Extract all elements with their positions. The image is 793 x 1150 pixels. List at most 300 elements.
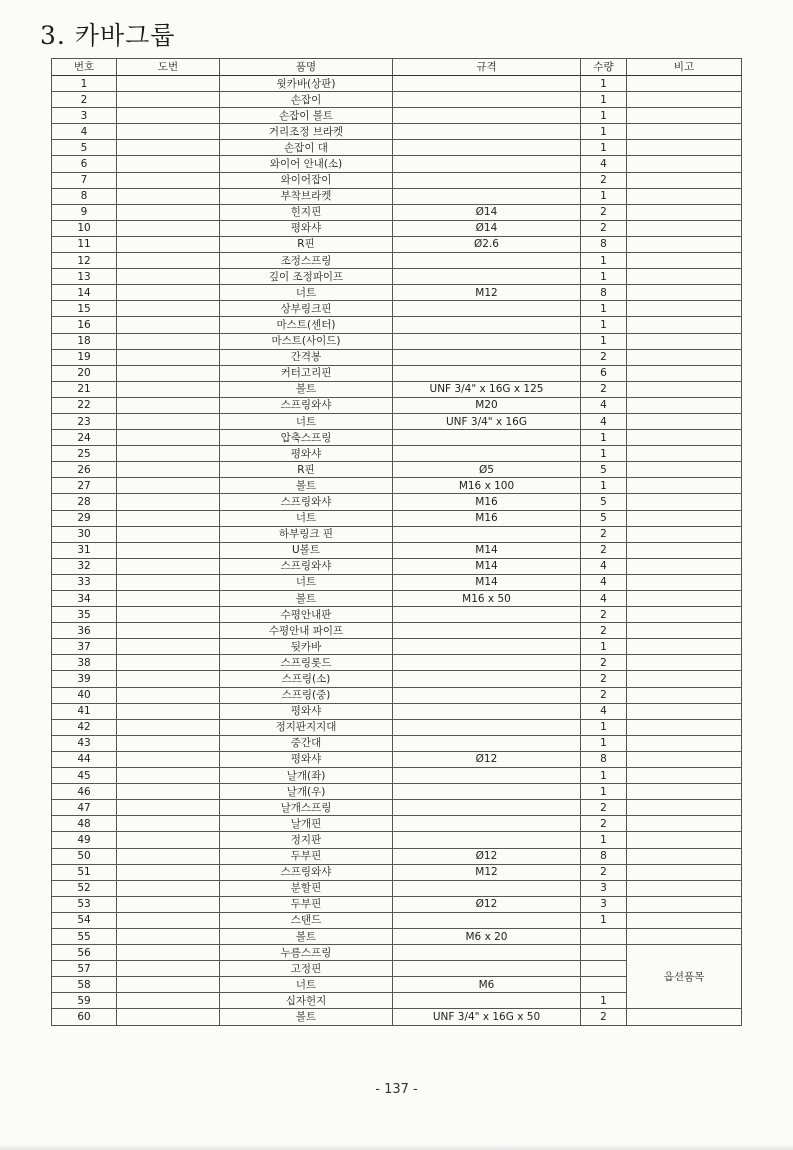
cell-note <box>627 381 742 397</box>
cell-spec <box>393 880 581 896</box>
cell-note <box>627 108 742 124</box>
cell-qty: 8 <box>581 848 627 864</box>
cell-drawing <box>117 301 220 317</box>
cell-drawing <box>117 607 220 623</box>
cell-no: 7 <box>52 172 117 188</box>
cell-note <box>627 92 742 108</box>
cell-spec <box>393 124 581 140</box>
cell-qty: 2 <box>581 800 627 816</box>
cell-name: 커터고리핀 <box>220 365 393 381</box>
cell-name: 하부링크 핀 <box>220 526 393 542</box>
cell-drawing <box>117 188 220 204</box>
cell-no: 5 <box>52 140 117 156</box>
cell-note <box>627 639 742 655</box>
table-row <box>52 478 742 494</box>
cell-spec <box>393 671 581 687</box>
cell-no: 38 <box>52 655 117 671</box>
cell-name: 수평안내판 <box>220 607 393 623</box>
cell-no: 36 <box>52 623 117 639</box>
cell-note <box>627 880 742 896</box>
cell-drawing <box>117 397 220 413</box>
cell-spec: M12 <box>393 864 581 880</box>
cell-name: 볼트 <box>220 928 393 944</box>
cell-drawing <box>117 333 220 349</box>
table-row <box>52 253 742 269</box>
cell-qty: 2 <box>581 687 627 703</box>
table-row <box>52 236 742 252</box>
cell-qty: 1 <box>581 719 627 735</box>
cell-qty: 2 <box>581 607 627 623</box>
cell-drawing <box>117 639 220 655</box>
cell-drawing <box>117 317 220 333</box>
cell-no: 43 <box>52 735 117 751</box>
cell-note <box>627 301 742 317</box>
cell-note <box>627 156 742 172</box>
table-row <box>52 204 742 220</box>
cell-name: 수평안내 파이프 <box>220 623 393 639</box>
cell-note <box>627 896 742 912</box>
cell-note <box>627 462 742 478</box>
cell-spec: Ø14 <box>393 220 581 236</box>
cell-note <box>627 542 742 558</box>
cell-spec: Ø14 <box>393 204 581 220</box>
cell-name: U볼트 <box>220 542 393 558</box>
cell-no: 53 <box>52 896 117 912</box>
cell-no: 14 <box>52 285 117 301</box>
table-row <box>52 558 742 574</box>
cell-name: 평와샤 <box>220 703 393 719</box>
cell-spec: M6 x 20 <box>393 928 581 944</box>
cell-no: 51 <box>52 864 117 880</box>
cell-name: 너트 <box>220 574 393 590</box>
cell-qty: 1 <box>581 333 627 349</box>
cell-qty: 4 <box>581 574 627 590</box>
cell-name: 와이어 안내(소) <box>220 156 393 172</box>
cell-qty: 2 <box>581 542 627 558</box>
table-row <box>52 945 742 961</box>
cell-name: 뒷카바 <box>220 639 393 655</box>
table-row <box>52 333 742 349</box>
cell-name: 스탠드 <box>220 912 393 928</box>
cell-note <box>627 333 742 349</box>
cell-no: 56 <box>52 945 117 961</box>
table-row <box>52 623 742 639</box>
table-row <box>52 751 742 767</box>
cell-note <box>627 349 742 365</box>
cell-note <box>627 928 742 944</box>
table-row <box>52 381 742 397</box>
cell-spec: UNF 3/4" x 16G x 50 <box>393 1009 581 1025</box>
cell-drawing <box>117 446 220 462</box>
cell-no: 39 <box>52 671 117 687</box>
cell-name: 날개스프링 <box>220 800 393 816</box>
table-row <box>52 156 742 172</box>
cell-name: 거리조정 브라켓 <box>220 124 393 140</box>
cell-drawing <box>117 928 220 944</box>
cell-spec: M6 <box>393 977 581 993</box>
table-row <box>52 397 742 413</box>
cell-qty: 1 <box>581 317 627 333</box>
table-row <box>52 880 742 896</box>
cell-spec <box>393 188 581 204</box>
cell-name: 날개핀 <box>220 816 393 832</box>
cell-spec <box>393 768 581 784</box>
table-row <box>52 784 742 800</box>
cell-drawing <box>117 236 220 252</box>
cell-no: 55 <box>52 928 117 944</box>
cell-no: 18 <box>52 333 117 349</box>
cell-qty: 1 <box>581 188 627 204</box>
cell-no: 19 <box>52 349 117 365</box>
cell-drawing <box>117 494 220 510</box>
cell-no: 28 <box>52 494 117 510</box>
cell-no: 34 <box>52 591 117 607</box>
cell-drawing <box>117 124 220 140</box>
table-row <box>52 864 742 880</box>
cell-no: 45 <box>52 768 117 784</box>
cell-drawing <box>117 558 220 574</box>
table-row <box>52 413 742 429</box>
scan-edge <box>0 1144 793 1150</box>
cell-name: 스프링와샤 <box>220 397 393 413</box>
cell-note <box>627 687 742 703</box>
cell-spec <box>393 687 581 703</box>
table-row <box>52 1009 742 1025</box>
cell-name: 평와샤 <box>220 220 393 236</box>
cell-drawing <box>117 365 220 381</box>
cell-no: 11 <box>52 236 117 252</box>
cell-name: 손잡이 대 <box>220 140 393 156</box>
cell-no: 21 <box>52 381 117 397</box>
cell-note <box>627 413 742 429</box>
cell-qty: 1 <box>581 446 627 462</box>
cell-note <box>627 751 742 767</box>
cell-name: 스프링와샤 <box>220 864 393 880</box>
cell-note <box>627 800 742 816</box>
cell-spec <box>393 140 581 156</box>
cell-spec: M14 <box>393 558 581 574</box>
cell-no: 20 <box>52 365 117 381</box>
cell-spec <box>393 333 581 349</box>
cell-note <box>627 76 742 92</box>
cell-drawing <box>117 92 220 108</box>
cell-drawing <box>117 140 220 156</box>
cell-no: 50 <box>52 848 117 864</box>
table-row <box>52 446 742 462</box>
cell-qty: 2 <box>581 816 627 832</box>
cell-qty: 8 <box>581 236 627 252</box>
table-row <box>52 816 742 832</box>
table-row <box>52 462 742 478</box>
cell-no: 22 <box>52 397 117 413</box>
cell-no: 12 <box>52 253 117 269</box>
cell-no: 37 <box>52 639 117 655</box>
cell-name: 십자헌지 <box>220 993 393 1009</box>
cell-no: 27 <box>52 478 117 494</box>
table-row <box>52 301 742 317</box>
cell-no: 46 <box>52 784 117 800</box>
cell-no: 1 <box>52 76 117 92</box>
cell-name: 날개(우) <box>220 784 393 800</box>
cell-note <box>627 607 742 623</box>
cell-no: 49 <box>52 832 117 848</box>
cell-drawing <box>117 703 220 719</box>
cell-no: 58 <box>52 977 117 993</box>
cell-qty: 2 <box>581 623 627 639</box>
cell-note <box>627 848 742 864</box>
cell-no: 35 <box>52 607 117 623</box>
cell-qty: 1 <box>581 124 627 140</box>
cell-spec: UNF 3/4" x 16G x 125 <box>393 381 581 397</box>
table-row <box>52 172 742 188</box>
cell-name: 스프링(중) <box>220 687 393 703</box>
cell-spec <box>393 832 581 848</box>
cell-spec <box>393 993 581 1009</box>
cell-note <box>627 912 742 928</box>
table-row <box>52 349 742 365</box>
cell-no: 4 <box>52 124 117 140</box>
cell-spec <box>393 92 581 108</box>
table-row <box>52 687 742 703</box>
cell-qty: 2 <box>581 349 627 365</box>
cell-spec <box>393 108 581 124</box>
cell-name: 마스트(사이드) <box>220 333 393 349</box>
cell-drawing <box>117 574 220 590</box>
cell-spec <box>393 800 581 816</box>
cell-no: 26 <box>52 462 117 478</box>
cell-spec: M20 <box>393 397 581 413</box>
table-row <box>52 574 742 590</box>
cell-drawing <box>117 430 220 446</box>
table-row <box>52 671 742 687</box>
cell-drawing <box>117 768 220 784</box>
cell-note <box>627 671 742 687</box>
cell-note <box>627 719 742 735</box>
cell-drawing <box>117 381 220 397</box>
cell-spec <box>393 526 581 542</box>
cell-name: R핀 <box>220 462 393 478</box>
table-row <box>52 542 742 558</box>
column-header-name: 품명 <box>220 59 393 76</box>
cell-qty: 4 <box>581 413 627 429</box>
cell-note <box>627 188 742 204</box>
cell-spec <box>393 253 581 269</box>
cell-note <box>627 430 742 446</box>
cell-name: 너트 <box>220 285 393 301</box>
cell-qty: 1 <box>581 140 627 156</box>
cell-note <box>627 655 742 671</box>
cell-spec <box>393 172 581 188</box>
cell-spec: UNF 3/4" x 16G <box>393 413 581 429</box>
cell-name: 볼트 <box>220 478 393 494</box>
table-row <box>52 832 742 848</box>
cell-note <box>627 446 742 462</box>
cell-name: 평와샤 <box>220 751 393 767</box>
cell-spec <box>393 655 581 671</box>
cell-qty: 5 <box>581 494 627 510</box>
table-row <box>52 140 742 156</box>
cell-qty: 1 <box>581 253 627 269</box>
cell-spec <box>393 430 581 446</box>
cell-spec <box>393 719 581 735</box>
cell-no: 60 <box>52 1009 117 1025</box>
table-row <box>52 317 742 333</box>
cell-spec <box>393 945 581 961</box>
cell-note <box>627 1009 742 1025</box>
cell-no: 57 <box>52 961 117 977</box>
table-row <box>52 912 742 928</box>
parts-table <box>51 58 742 1026</box>
cell-spec <box>393 735 581 751</box>
cell-qty: 2 <box>581 381 627 397</box>
cell-note <box>627 623 742 639</box>
cell-qty: 2 <box>581 671 627 687</box>
cell-drawing <box>117 172 220 188</box>
cell-spec <box>393 912 581 928</box>
cell-qty: 1 <box>581 912 627 928</box>
table-row <box>52 735 742 751</box>
cell-qty: 1 <box>581 993 627 1009</box>
cell-qty: 3 <box>581 880 627 896</box>
cell-name: 평와샤 <box>220 446 393 462</box>
cell-note <box>627 204 742 220</box>
cell-qty: 8 <box>581 751 627 767</box>
cell-drawing <box>117 687 220 703</box>
cell-name: 손잡이 <box>220 92 393 108</box>
cell-name: 볼트 <box>220 381 393 397</box>
cell-note <box>627 703 742 719</box>
cell-spec <box>393 961 581 977</box>
cell-spec <box>393 446 581 462</box>
cell-no: 47 <box>52 800 117 816</box>
table-row <box>52 124 742 140</box>
cell-qty: 2 <box>581 220 627 236</box>
cell-name: 두부핀 <box>220 848 393 864</box>
cell-name: 볼트 <box>220 591 393 607</box>
cell-drawing <box>117 108 220 124</box>
table-row <box>52 526 742 542</box>
cell-spec: M12 <box>393 285 581 301</box>
cell-drawing <box>117 961 220 977</box>
cell-qty: 1 <box>581 784 627 800</box>
cell-name: 너트 <box>220 413 393 429</box>
cell-qty: 2 <box>581 172 627 188</box>
cell-name: 누름스프링 <box>220 945 393 961</box>
cell-no: 33 <box>52 574 117 590</box>
cell-qty: 4 <box>581 156 627 172</box>
cell-note <box>627 574 742 590</box>
cell-drawing <box>117 912 220 928</box>
cell-name: 스프링와샤 <box>220 558 393 574</box>
cell-drawing <box>117 542 220 558</box>
cell-qty: 5 <box>581 510 627 526</box>
cell-drawing <box>117 510 220 526</box>
table-row <box>52 607 742 623</box>
cell-drawing <box>117 269 220 285</box>
cell-note <box>627 172 742 188</box>
cell-qty: 1 <box>581 76 627 92</box>
cell-name: 중간대 <box>220 735 393 751</box>
cell-qty: 2 <box>581 655 627 671</box>
cell-note <box>627 784 742 800</box>
cell-spec <box>393 607 581 623</box>
cell-name: 조정스프링 <box>220 253 393 269</box>
cell-qty: 4 <box>581 703 627 719</box>
cell-qty: 4 <box>581 591 627 607</box>
cell-name: 스프링(소) <box>220 671 393 687</box>
cell-name: 상부링크핀 <box>220 301 393 317</box>
cell-spec: Ø12 <box>393 848 581 864</box>
cell-drawing <box>117 1009 220 1025</box>
cell-note <box>627 864 742 880</box>
cell-no: 13 <box>52 269 117 285</box>
cell-no: 44 <box>52 751 117 767</box>
cell-note <box>627 365 742 381</box>
cell-no: 25 <box>52 446 117 462</box>
cell-qty: 1 <box>581 639 627 655</box>
table-row <box>52 220 742 236</box>
cell-qty: 1 <box>581 430 627 446</box>
cell-note <box>627 735 742 751</box>
table-row <box>52 639 742 655</box>
table-row <box>52 719 742 735</box>
cell-note <box>627 397 742 413</box>
column-header-no: 번호 <box>52 59 117 76</box>
cell-qty: 1 <box>581 735 627 751</box>
cell-drawing <box>117 253 220 269</box>
cell-spec <box>393 156 581 172</box>
table-row <box>52 108 742 124</box>
cell-note <box>627 816 742 832</box>
cell-name: 힌지핀 <box>220 204 393 220</box>
cell-drawing <box>117 993 220 1009</box>
cell-no: 52 <box>52 880 117 896</box>
cell-spec: M16 x 50 <box>393 591 581 607</box>
cell-drawing <box>117 220 220 236</box>
table-row <box>52 92 742 108</box>
cell-spec: Ø12 <box>393 896 581 912</box>
cell-no: 41 <box>52 703 117 719</box>
cell-no: 23 <box>52 413 117 429</box>
cell-qty: 1 <box>581 832 627 848</box>
cell-no: 30 <box>52 526 117 542</box>
cell-no: 3 <box>52 108 117 124</box>
cell-note <box>627 253 742 269</box>
cell-name: 스프링와샤 <box>220 494 393 510</box>
cell-no: 31 <box>52 542 117 558</box>
cell-no: 40 <box>52 687 117 703</box>
cell-name: 와이어잡이 <box>220 172 393 188</box>
cell-spec <box>393 76 581 92</box>
cell-drawing <box>117 478 220 494</box>
cell-qty: 1 <box>581 108 627 124</box>
table-row <box>52 591 742 607</box>
table-row <box>52 365 742 381</box>
cell-qty: 6 <box>581 365 627 381</box>
cell-spec: M14 <box>393 574 581 590</box>
cell-qty: 4 <box>581 397 627 413</box>
cell-qty: 1 <box>581 768 627 784</box>
cell-note <box>627 140 742 156</box>
cell-qty: 2 <box>581 1009 627 1025</box>
cell-spec: M16 <box>393 494 581 510</box>
cell-name: 너트 <box>220 510 393 526</box>
cell-spec <box>393 784 581 800</box>
cell-drawing <box>117 655 220 671</box>
table-row <box>52 269 742 285</box>
cell-note <box>627 269 742 285</box>
cell-no: 10 <box>52 220 117 236</box>
